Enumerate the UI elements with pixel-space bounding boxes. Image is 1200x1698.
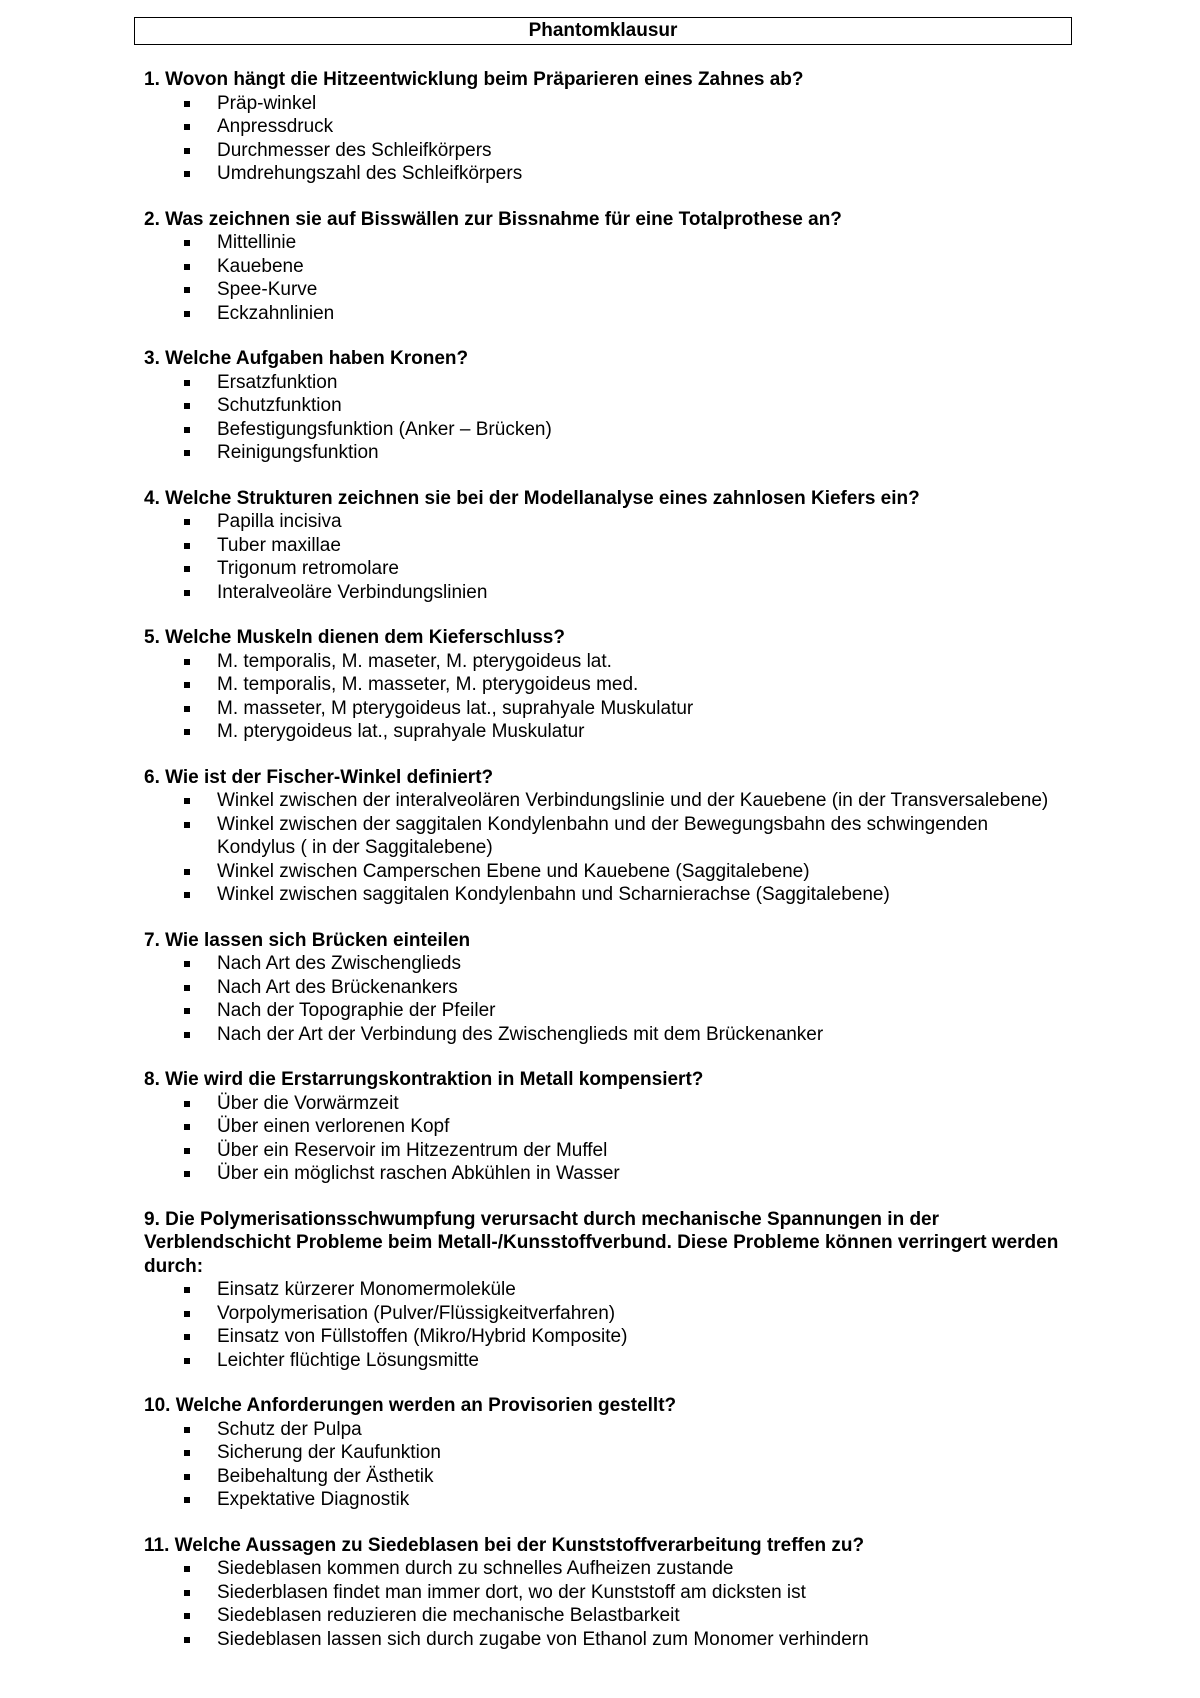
answer-option: Leichter flüchtige Lösungsmitte — [144, 1349, 1064, 1373]
page-title: Phantomklausur — [134, 17, 1072, 45]
answer-option: Reinigungsfunktion — [144, 441, 1064, 465]
answer-option: Präp-winkel — [144, 92, 1064, 116]
answer-option: Nach der Topographie der Pfeiler — [144, 999, 1064, 1023]
question-text: 8. Wie wird die Erstarrungskontraktion in Metall kompensiert? — [144, 1069, 704, 1090]
answer-option: Schutz der Pulpa — [144, 1418, 1064, 1442]
answer-option: Über die Vorwärmzeit — [144, 1092, 1064, 1116]
answer-option: M. temporalis, M. masseter, M. pterygoideus med. — [144, 673, 1064, 697]
answer-list — [144, 92, 1064, 186]
answer-option: Siedeblasen reduzieren die mechanische Belastbarkeit — [144, 1604, 1064, 1628]
answer-option: Über einen verlorenen Kopf — [144, 1115, 1064, 1139]
answer-option: Siedeblasen kommen durch zu schnelles Aufheizen zustande — [144, 1557, 1064, 1581]
answer-option: Schutzfunktion — [144, 394, 1064, 418]
answer-list — [144, 1418, 1064, 1512]
question-8 — [144, 1068, 1064, 1186]
question-text: 1. Wovon hängt die Hitzeentwicklung beim Präparieren eines Zahnes ab? — [144, 69, 804, 90]
answer-option: Einsatz von Füllstoffen (Mikro/Hybrid Komposite) — [144, 1325, 1064, 1349]
answer-list — [144, 371, 1064, 465]
answer-option: Vorpolymerisation (Pulver/Flüssigkeitverfahren) — [144, 1302, 1064, 1326]
question-10 — [144, 1394, 1064, 1512]
answer-option: Trigonum retromolare — [144, 557, 1064, 581]
answer-list — [144, 1092, 1064, 1186]
answer-option: M. pterygoideus lat., suprahyale Muskulatur — [144, 720, 1064, 744]
question-9 — [144, 1208, 1064, 1373]
answer-option: Mittellinie — [144, 231, 1064, 255]
answer-option: Nach der Art der Verbindung des Zwischenglieds mit dem Brückenanker — [144, 1023, 1064, 1047]
question-text: 2. Was zeichnen sie auf Bisswällen zur Bissnahme für eine Totalprothese an? — [144, 208, 842, 230]
question-text: 5. Welche Muskeln dienen dem Kieferschluss? — [144, 627, 565, 648]
question-text: 3. Welche Aufgaben haben Kronen? — [144, 348, 469, 369]
answer-option: Tuber maxillae — [144, 534, 1064, 558]
question-list — [144, 68, 1064, 1673]
answer-list — [144, 510, 1064, 604]
question-2 — [144, 208, 1064, 326]
question-4 — [144, 487, 1064, 605]
answer-option: Ersatzfunktion — [144, 371, 1064, 395]
answer-option: Nach Art des Brückenankers — [144, 976, 1064, 1000]
answer-option: Eckzahnlinien — [144, 302, 1064, 326]
question-1 — [144, 68, 1064, 186]
answer-option: Kauebene — [144, 255, 1064, 279]
answer-option: Über ein möglichst raschen Abkühlen in Wasser — [144, 1162, 1064, 1186]
answer-option: Interalveoläre Verbindungslinien — [144, 581, 1064, 605]
answer-option: Winkel zwischen Camperschen Ebene und Kauebene (Saggitalebene) — [144, 860, 1064, 884]
answer-option: Siedeblasen lassen sich durch zugabe von Ethanol zum Monomer verhindern — [144, 1628, 1064, 1652]
question-6 — [144, 766, 1064, 907]
answer-option: Winkel zwischen der interalveolären Verbindungslinie und der Kauebene (in der Transversalebene) — [144, 789, 1064, 813]
answer-option: Spee-Kurve — [144, 278, 1064, 302]
question-7 — [144, 929, 1064, 1047]
answer-option: Anpressdruck — [144, 115, 1064, 139]
answer-list — [144, 1278, 1064, 1372]
answer-list — [144, 650, 1064, 744]
answer-option: Sicherung der Kaufunktion — [144, 1441, 1064, 1465]
answer-list — [144, 789, 1064, 907]
answer-option: Über ein Reservoir im Hitzezentrum der Muffel — [144, 1139, 1064, 1163]
question-text: 10. Welche Anforderungen werden an Provisorien gestellt? — [144, 1395, 677, 1416]
question-11 — [144, 1534, 1064, 1652]
question-text: 6. Wie ist der Fischer-Winkel definiert? — [144, 766, 494, 788]
answer-option: M. temporalis, M. maseter, M. pterygoideus lat. — [144, 650, 1064, 674]
answer-option: Beibehaltung der Ästhetik — [144, 1465, 1064, 1489]
question-5 — [144, 626, 1064, 744]
answer-list — [144, 1557, 1064, 1651]
question-text: 4. Welche Strukturen zeichnen sie bei der Modellanalyse eines zahnlosen Kiefers ein? — [144, 487, 920, 509]
answer-option: Befestigungsfunktion (Anker – Brücken) — [144, 418, 1064, 442]
answer-option: Siederblasen findet man immer dort, wo der Kunststoff am dicksten ist — [144, 1581, 1064, 1605]
answer-option: M. masseter, M pterygoideus lat., suprahyale Muskulatur — [144, 697, 1064, 721]
answer-option: Papilla incisiva — [144, 510, 1064, 534]
question-3 — [144, 347, 1064, 465]
answer-list — [144, 231, 1064, 325]
answer-option: Expektative Diagnostik — [144, 1488, 1064, 1512]
answer-option: Winkel zwischen saggitalen Kondylenbahn und Scharnierachse (Saggitalebene) — [144, 883, 1064, 907]
question-text: 11. Welche Aussagen zu Siedeblasen bei der Kunststoffverarbeitung treffen zu? — [144, 1534, 865, 1556]
answer-option: Nach Art des Zwischenglieds — [144, 952, 1064, 976]
answer-option: Einsatz kürzerer Monomermoleküle — [144, 1278, 1064, 1302]
question-text: 9. Die Polymerisationsschwumpfung verursacht durch mechanische Spannungen in der Verblendschicht Probleme beim Metall-/Kunsstoffverbund. Diese Probleme können verringert werden durch: — [144, 1208, 1059, 1277]
answer-option: Winkel zwischen der saggitalen Kondylenbahn und der Bewegungsbahn des schwingenden Kondylus ( in der Saggitalebene) — [144, 813, 1064, 860]
answer-option: Umdrehungszahl des Schleifkörpers — [144, 162, 1064, 186]
answer-list — [144, 952, 1064, 1046]
question-text: 7. Wie lassen sich Brücken einteilen — [144, 929, 471, 951]
answer-option: Durchmesser des Schleifkörpers — [144, 139, 1064, 163]
